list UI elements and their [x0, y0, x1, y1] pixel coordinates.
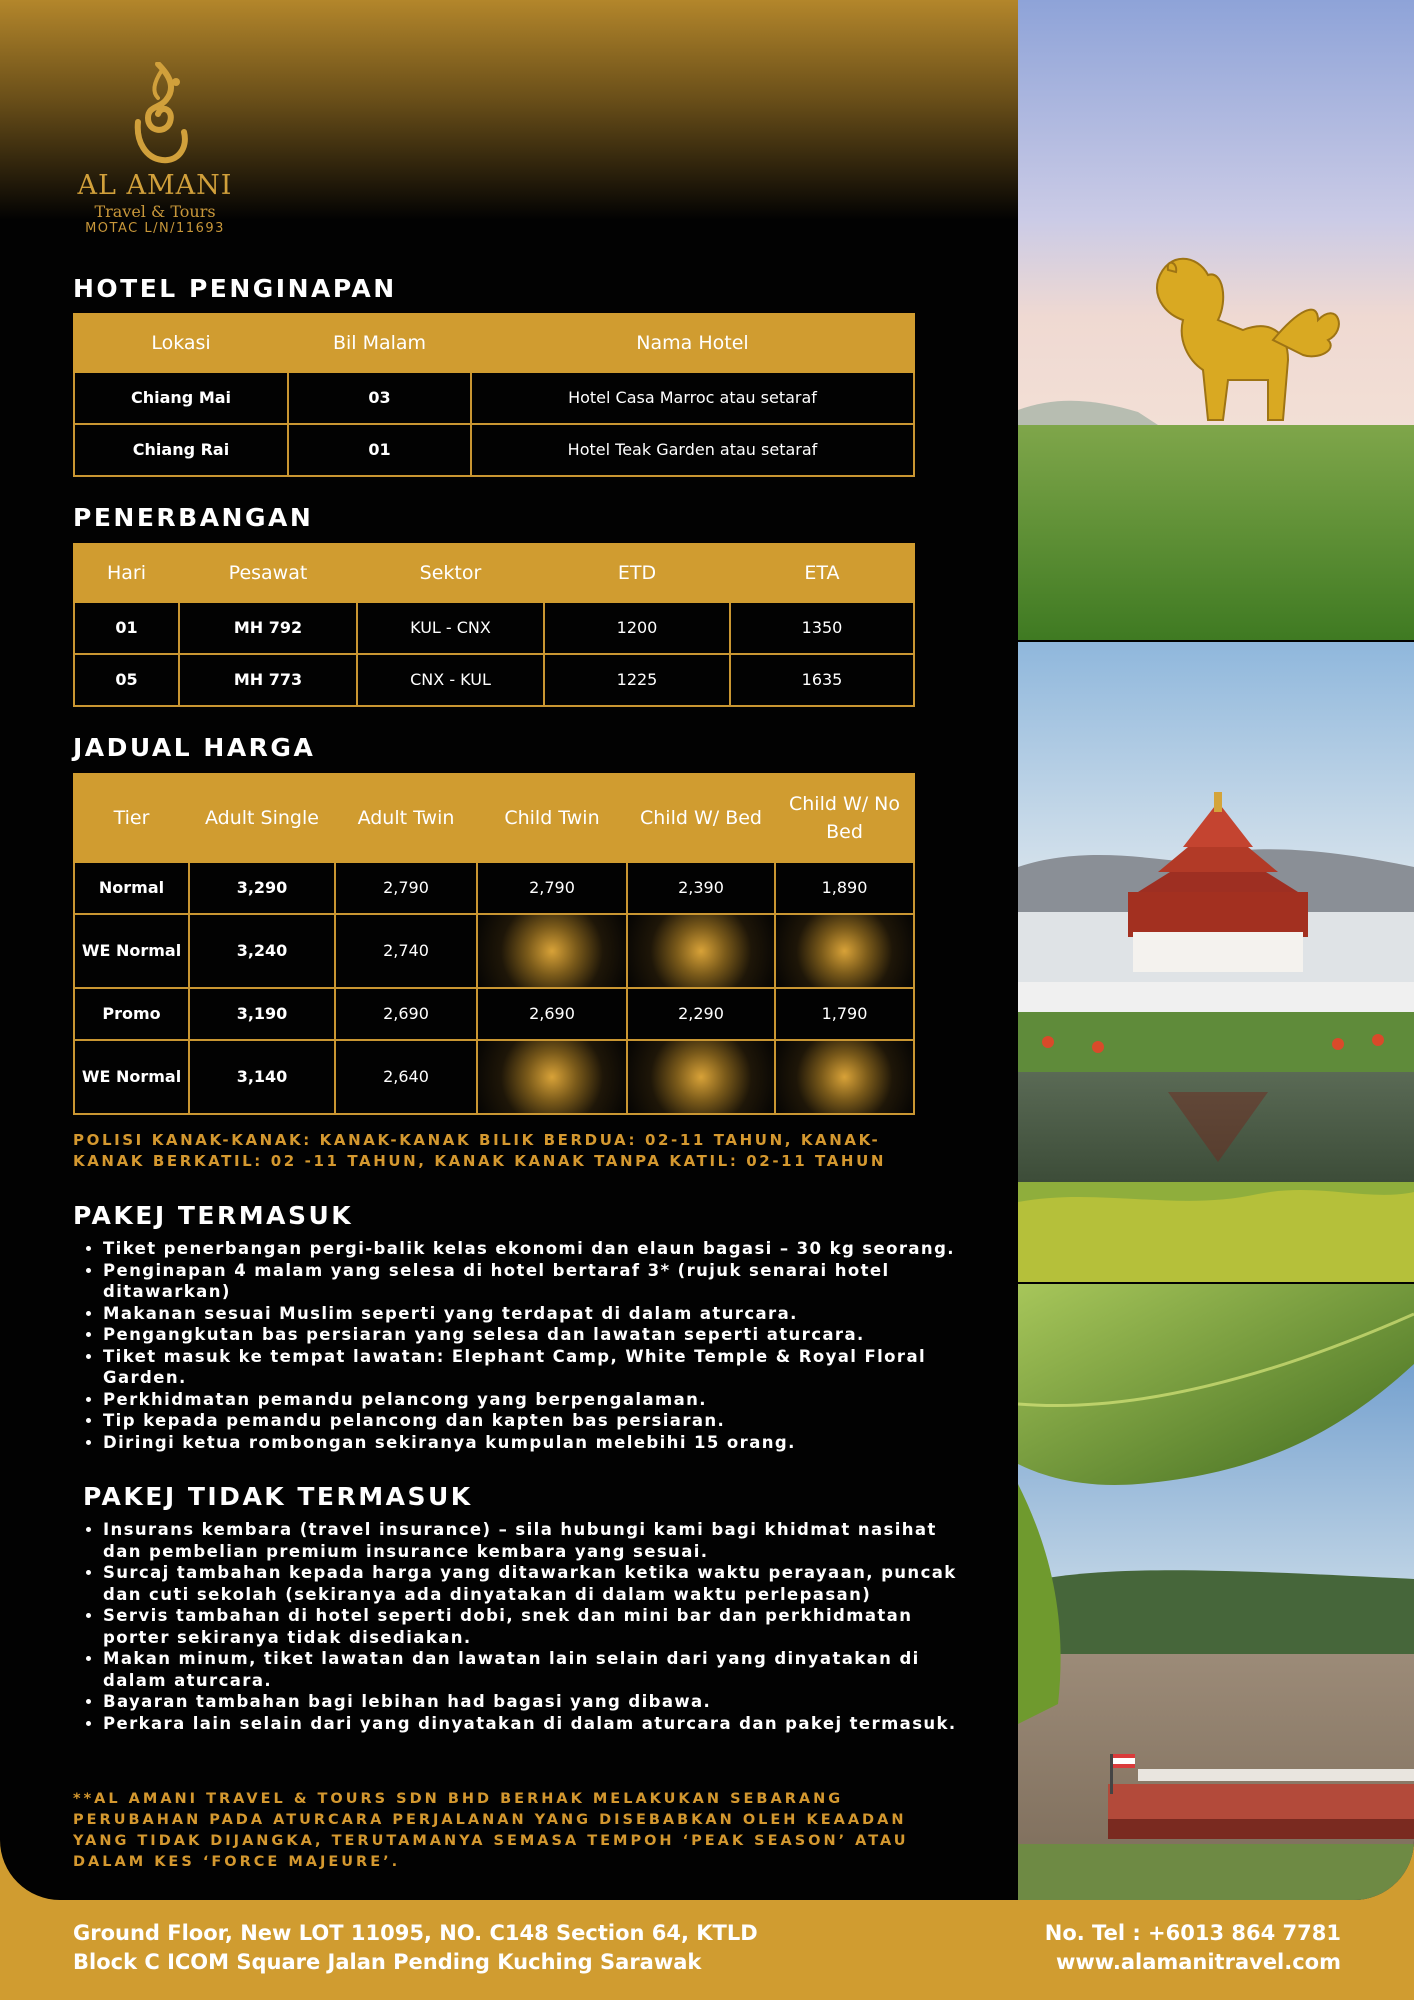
- column-header: Child Twin: [477, 774, 627, 862]
- empty-glow-cell: [627, 914, 775, 988]
- list-item: • Surcaj tambahan kepada harga yang ditawarkan ketika waktu perayaan, puncak dan cuti sekolah (sekiranya ada dinyatakan di dalam waktu perlepasan): [103, 1562, 963, 1605]
- brand-logo: [70, 62, 240, 242]
- table-cell: 2,290: [627, 988, 775, 1040]
- list-item: • Penginapan 4 malam yang selesa di hotel bertaraf 3* (rujuk senarai hotel ditawarkan): [103, 1260, 963, 1303]
- flight-table-header: [74, 544, 914, 602]
- empty-glow-cell: [627, 1040, 775, 1114]
- table-cell: WE Normal: [74, 914, 189, 988]
- table-cell: 3,240: [189, 914, 335, 988]
- excluded-section-title: PAKEJ TIDAK TERMASUK: [83, 1482, 473, 1511]
- table-row: [74, 862, 914, 914]
- column-header: Lokasi: [74, 314, 288, 372]
- table-cell: 1225: [544, 654, 730, 706]
- footer-contact: [1045, 1919, 1341, 1977]
- table-cell: 01: [288, 424, 471, 476]
- flight-table: [73, 543, 915, 707]
- list-item: • Perkhidmatan pemandu pelancong yang berpengalaman.: [103, 1389, 963, 1411]
- phone-number: No. Tel : +6013 864 7781: [1044, 1921, 1341, 1945]
- empty-glow-cell: [775, 1040, 914, 1114]
- brand-subtitle: Travel & Tours: [94, 202, 216, 221]
- column-header: Adult Twin: [335, 774, 477, 862]
- table-row: [74, 372, 914, 424]
- hotel-table: [73, 313, 915, 477]
- table-cell: 2,690: [335, 988, 477, 1040]
- column-header: Nama Hotel: [471, 314, 914, 372]
- table-cell: MH 773: [179, 654, 357, 706]
- column-header: Tier: [74, 774, 189, 862]
- list-item: • Bayaran tambahan bagi lebihan had bagasi yang dibawa.: [103, 1691, 963, 1713]
- website-link[interactable]: www.alamanitravel.com: [1055, 1950, 1341, 1974]
- table-cell: 2,690: [477, 988, 627, 1040]
- table-cell: 3,190: [189, 988, 335, 1040]
- list-item: • Tip kepada pemandu pelancong dan kapten bas persiaran.: [103, 1410, 963, 1432]
- list-item: • Diringi ketua rombongan sekiranya kumpulan melebihi 15 orang.: [103, 1432, 963, 1454]
- table-cell: 1,790: [775, 988, 914, 1040]
- photo-river-boat: [1018, 1284, 1414, 1900]
- table-cell: 1,890: [775, 862, 914, 914]
- table-cell: Chiang Mai: [74, 372, 288, 424]
- table-cell: 2,790: [477, 862, 627, 914]
- table-cell: 2,790: [335, 862, 477, 914]
- column-header: Child W/ Bed: [627, 774, 775, 862]
- flight-section-title: PENERBANGAN: [73, 503, 314, 532]
- column-header: Pesawat: [179, 544, 357, 602]
- table-cell: Promo: [74, 988, 189, 1040]
- calligraphy-logo-icon: [118, 62, 198, 170]
- list-item: • Makan minum, tiket lawatan dan lawatan lain selain dari yang dinyatakan di dalam aturcara.: [103, 1648, 963, 1691]
- table-row: [74, 424, 914, 476]
- brand-license: MOTAC L/N/11693: [85, 221, 225, 236]
- table-cell: 3,290: [189, 862, 335, 914]
- table-row: [74, 988, 914, 1040]
- column-header: Child W/ No Bed: [775, 774, 914, 862]
- table-cell: 1200: [544, 602, 730, 654]
- brand-name: AL AMANI: [77, 170, 233, 201]
- table-cell: 03: [288, 372, 471, 424]
- empty-glow-cell: [477, 914, 627, 988]
- included-list: [73, 1238, 963, 1453]
- list-item: • Pengangkutan bas persiaran yang selesa dan lawatan seperti aturcara.: [103, 1324, 963, 1346]
- list-item: • Makanan sesuai Muslim seperti yang terdapat di dalam aturcara.: [103, 1303, 963, 1325]
- footer-address: [73, 1919, 758, 1977]
- list-item: • Tiket masuk ke tempat lawatan: Elephant Camp, White Temple & Royal Floral Garden.: [103, 1346, 963, 1389]
- table-cell: 01: [74, 602, 179, 654]
- table-cell: Hotel Casa Marroc atau setaraf: [471, 372, 914, 424]
- table-cell: CNX - KUL: [357, 654, 544, 706]
- list-item: • Perkara lain selain dari yang dinyatakan di dalam aturcara dan pakej termasuk.: [103, 1713, 963, 1735]
- photo-royal-pavilion-temple: [1018, 642, 1414, 1282]
- column-header: Hari: [74, 544, 179, 602]
- list-item: • Servis tambahan di hotel seperti dobi, snek dan mini bar dan perkhidmatan porter sekiranya tidak disediakan.: [103, 1605, 963, 1648]
- table-cell: MH 792: [179, 602, 357, 654]
- table-row: [74, 602, 914, 654]
- table-cell: 1635: [730, 654, 914, 706]
- table-row: [74, 1040, 914, 1114]
- excluded-list: [73, 1519, 963, 1734]
- table-cell: 2,740: [335, 914, 477, 988]
- column-header: ETA: [730, 544, 914, 602]
- included-section-title: PAKEJ TERMASUK: [73, 1201, 354, 1230]
- table-cell: 2,390: [627, 862, 775, 914]
- disclaimer-note: **AL AMANI TRAVEL & TOURS SDN BHD BERHAK MELAKUKAN SEBARANG PERUBAHAN PADA ATURCARA PERJALANAN YANG DISEBABKAN OLEH KEAADAN YANG TIDAK DIJANGKA, TERUTAMANYA SEMASA TEMPOH ‘PEAK SEASON’ ATAU DALAM KES ‘FORCE MAJEURE’.: [73, 1791, 909, 1870]
- price-section-title: JADUAL HARGA: [73, 733, 316, 762]
- table-row: [74, 654, 914, 706]
- list-item: • Tiket penerbangan pergi-balik kelas ekonomi dan elaun bagasi – 30 kg seorang.: [103, 1238, 963, 1260]
- table-cell: 05: [74, 654, 179, 706]
- price-table-header: [74, 774, 914, 862]
- column-header: Bil Malam: [288, 314, 471, 372]
- table-cell: Hotel Teak Garden atau setaraf: [471, 424, 914, 476]
- table-row: [74, 914, 914, 988]
- hotel-table-header: [74, 314, 914, 372]
- empty-glow-cell: [775, 914, 914, 988]
- table-cell: KUL - CNX: [357, 602, 544, 654]
- column-header: Sektor: [357, 544, 544, 602]
- table-cell: WE Normal: [74, 1040, 189, 1114]
- price-table: [73, 773, 915, 1115]
- list-item: • Insurans kembara (travel insurance) – sila hubungi kami bagi khidmat nasihat dan pembelian premium insurance kembara yang sesuai.: [103, 1519, 963, 1562]
- table-cell: 2,640: [335, 1040, 477, 1114]
- column-header: Adult Single: [189, 774, 335, 862]
- table-cell: Normal: [74, 862, 189, 914]
- table-cell: Chiang Rai: [74, 424, 288, 476]
- empty-glow-cell: [477, 1040, 627, 1114]
- address-line: Block C ICOM Square Jalan Pending Kuching Sarawak: [73, 1950, 702, 1974]
- column-header: ETD: [544, 544, 730, 602]
- child-policy-note: POLISI KANAK-KANAK: KANAK-KANAK BILIK BERDUA: 02-11 TAHUN, KANAK-KANAK BERKATIL: 02 -11 TAHUN, KANAK KANAK TANPA KATIL: 02-11 TAHUN: [73, 1131, 887, 1170]
- table-cell: 1350: [730, 602, 914, 654]
- hotel-section-title: HOTEL PENGINAPAN: [73, 274, 397, 303]
- photo-golden-lion-statue: [1018, 0, 1414, 640]
- address-line: Ground Floor, New LOT 11095, NO. C148 Section 64, KTLD: [73, 1921, 758, 1945]
- table-cell: 3,140: [189, 1040, 335, 1114]
